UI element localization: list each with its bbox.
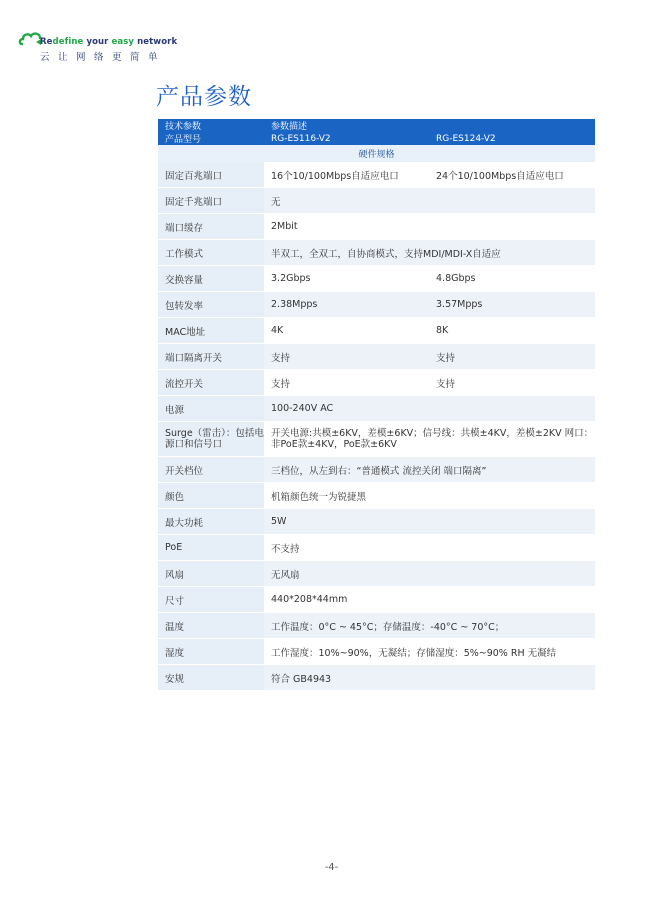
table-row <box>158 370 595 396</box>
page-number: -4- <box>324 862 339 873</box>
table-row <box>158 240 595 266</box>
param-value: 工作温度：0°C ~ 45°C；存储温度：-40°C ~ 70°C； <box>264 613 595 639</box>
param-label: 固定百兆端口 <box>158 162 264 188</box>
header-cell: 技术参数 <box>158 119 264 132</box>
param-value: 440*208*44mm <box>264 587 595 613</box>
tagline-part: Re <box>40 37 53 47</box>
param-value: 工作湿度：10%~90%，无凝结；存储湿度：5%~90% RH 无凝结 <box>264 639 595 665</box>
param-label: 湿度 <box>158 639 264 665</box>
tagline-part: your <box>86 37 112 47</box>
param-value: 三档位，从左到右：“普通模式 流控关闭 端口隔离” <box>264 457 595 483</box>
param-value: 24个10/100Mbps自适应电口 <box>429 162 595 188</box>
param-value: 半双工，全双工，自协商模式，支持MDI/MDI-X自适应 <box>264 240 595 266</box>
spec-table <box>158 119 595 691</box>
brand-tagline <box>40 37 177 47</box>
header-cell: RG-ES116-V2 <box>264 132 429 145</box>
param-value: 无 <box>264 188 595 214</box>
param-value: 16个10/100Mbps自适应电口 <box>264 162 429 188</box>
table-row <box>158 535 595 561</box>
header-cell <box>429 119 595 132</box>
param-value: 3.57Mpps <box>429 292 595 318</box>
param-label: 开关档位 <box>158 457 264 483</box>
table-row <box>158 665 595 691</box>
param-label: 最大功耗 <box>158 509 264 535</box>
table-row <box>158 422 595 457</box>
tagline-part: easy <box>111 37 138 47</box>
header-cell: 参数描述 <box>264 119 429 132</box>
tagline-part: network <box>137 37 178 47</box>
param-value: 支持 <box>429 370 595 396</box>
param-value: 100-240V AC <box>264 396 595 422</box>
table-row <box>158 639 595 665</box>
param-value: 3.2Gbps <box>264 266 429 292</box>
header-cell: 产品型号 <box>158 132 264 145</box>
param-value: 支持 <box>264 370 429 396</box>
header-cell: RG-ES124-V2 <box>429 132 595 145</box>
table-row <box>158 214 595 240</box>
table-row <box>158 162 595 188</box>
param-value: 2.38Mpps <box>264 292 429 318</box>
table-header-row <box>158 119 595 132</box>
param-value: 8K <box>429 318 595 344</box>
param-label: 颜色 <box>158 483 264 509</box>
param-label: PoE <box>158 535 264 561</box>
table-row <box>158 509 595 535</box>
param-value: 开关电源:共模±6KV，差模±6KV；信号线：共模±4KV，差模±2KV 网口：非PoE款±4KV，PoE款±6KV <box>264 422 595 457</box>
param-label: 安规 <box>158 665 264 691</box>
param-value: 2Mbit <box>264 214 595 240</box>
param-value: 支持 <box>264 344 429 370</box>
table-header-row <box>158 132 595 145</box>
param-label: 风扇 <box>158 561 264 587</box>
param-value: 4K <box>264 318 429 344</box>
param-label: 固定千兆端口 <box>158 188 264 214</box>
section-row <box>158 145 595 162</box>
section-title: 硬件规格 <box>158 145 595 162</box>
table-row <box>158 266 595 292</box>
param-value: 5W <box>264 509 595 535</box>
param-value: 4.8Gbps <box>429 266 595 292</box>
table-row <box>158 613 595 639</box>
page-title: 产品参数 <box>156 84 252 110</box>
param-value: 支持 <box>429 344 595 370</box>
table-row <box>158 483 595 509</box>
param-value: 不支持 <box>264 535 595 561</box>
param-label: 端口隔离开关 <box>158 344 264 370</box>
param-label: 温度 <box>158 613 264 639</box>
brand-logo <box>18 28 178 68</box>
table-row <box>158 396 595 422</box>
param-label: 交换容量 <box>158 266 264 292</box>
param-label: Surge（雷击）：包括电源口和信号口 <box>158 422 264 457</box>
table-row <box>158 318 595 344</box>
brand-chinese-slogan: 云让网络更简单 <box>40 52 167 63</box>
param-label: 流控开关 <box>158 370 264 396</box>
param-value: 机箱颜色统一为锐捷黑 <box>264 483 595 509</box>
table-row <box>158 292 595 318</box>
table-row <box>158 344 595 370</box>
param-label: 工作模式 <box>158 240 264 266</box>
table-row <box>158 457 595 483</box>
tagline-part: define <box>52 37 87 47</box>
param-label: 包转发率 <box>158 292 264 318</box>
table-row <box>158 561 595 587</box>
table-row <box>158 188 595 214</box>
param-value: 无风扇 <box>264 561 595 587</box>
param-label: MAC地址 <box>158 318 264 344</box>
param-label: 端口缓存 <box>158 214 264 240</box>
param-label: 尺寸 <box>158 587 264 613</box>
param-value: 符合 GB4943 <box>264 665 595 691</box>
table-row <box>158 587 595 613</box>
param-label: 电源 <box>158 396 264 422</box>
